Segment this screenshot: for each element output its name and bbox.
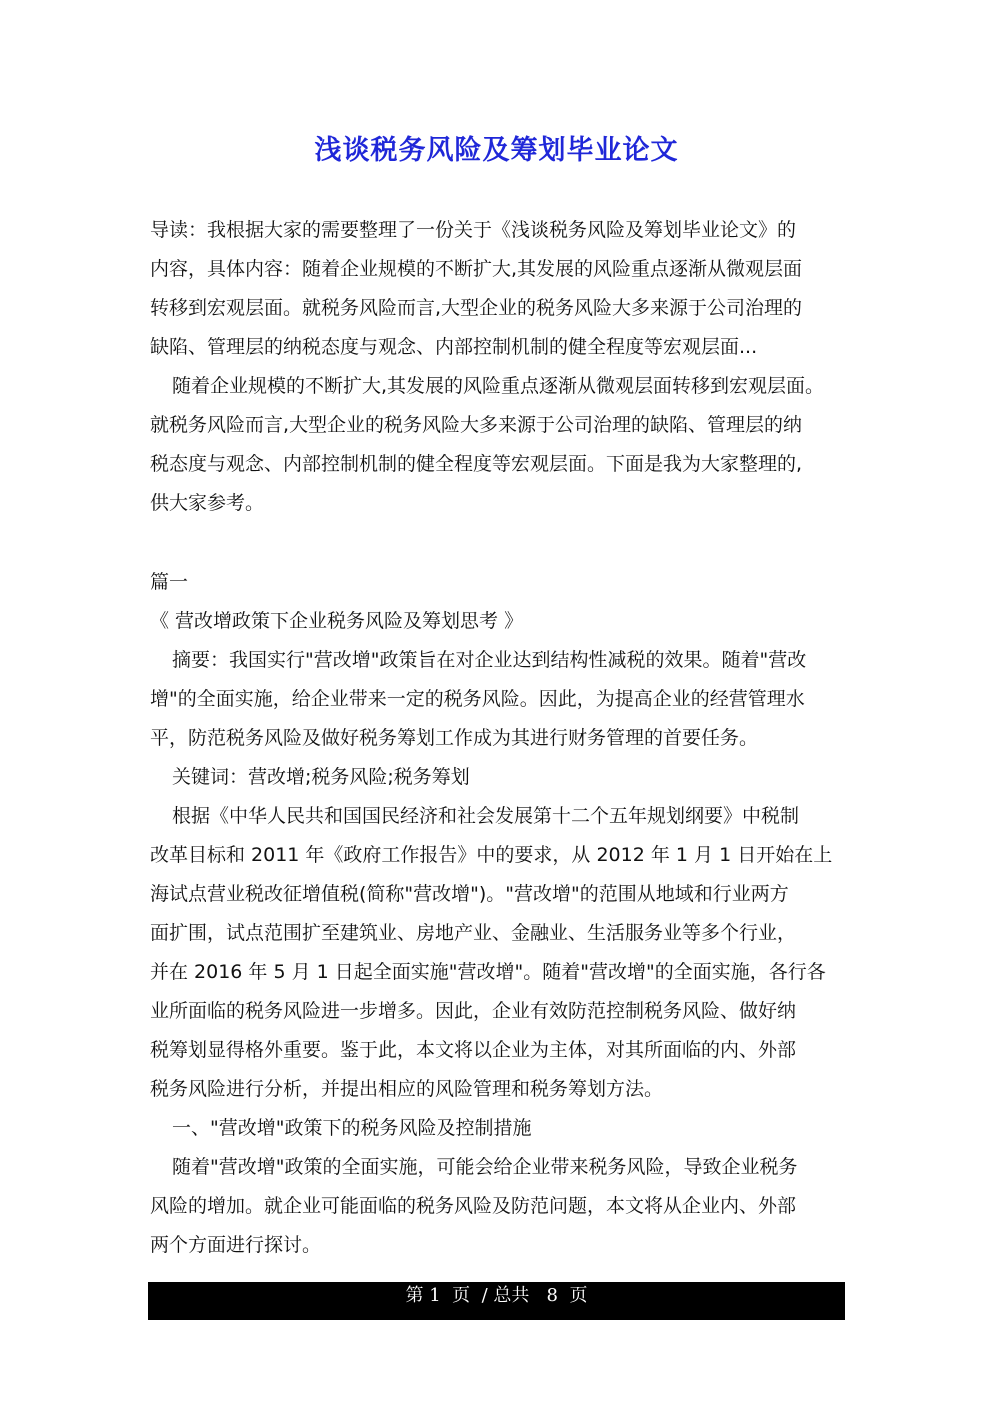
body-line: 并在 2016 年 5 月 1 日起全面实施"营改增"。随着"营改增"的全面实施，各行各: [150, 961, 826, 983]
keywords-line: 关键词：营改增;税务风险;税务筹划: [172, 766, 470, 788]
body-line: 根据《中华人民共和国国民经济和社会发展第十二个五年规划纲要》中税制: [172, 805, 800, 827]
paragraph-spacer: [150, 523, 850, 563]
abstract-line: 增"的全面实施，给企业带来一定的税务风险。因此，为提高企业的经营管理水: [150, 688, 805, 710]
section-line: 随着"营改增"政策的全面实施，可能会给企业带来税务风险，导致企业税务: [172, 1156, 798, 1178]
section-heading: 一、"营改增"政策下的税务风险及控制措施: [172, 1117, 532, 1139]
preface-line: 税态度与观念、内部控制机制的健全程度等宏观层面。下面是我为大家整理的,: [150, 453, 803, 475]
intro-line: 转移到宏观层面。就税务风险而言,大型企业的税务风险大多来源于公司治理的: [150, 297, 803, 319]
preface-line: 随着企业规模的不断扩大,其发展的风险重点逐渐从微观层面转移到宏观层面。: [172, 375, 825, 397]
body-line: 改革目标和 2011 年《政府工作报告》中的要求，从 2012 年 1 月 1 日开始在上: [150, 844, 833, 866]
page-footer: 第 1 页 / 总共 8 页: [148, 1282, 845, 1320]
document-body: [150, 211, 850, 1265]
intro-line: 内容，具体内容：随着企业规模的不断扩大,其发展的风险重点逐渐从微观层面: [150, 258, 803, 280]
article-title: 《 营改增政策下企业税务风险及筹划思考 》: [150, 610, 524, 632]
body-line: 税筹划显得格外重要。鉴于此，本文将以企业为主体，对其所面临的内、外部: [150, 1039, 797, 1061]
preface-line: 供大家参考。: [150, 492, 265, 514]
body-line: 面扩围，试点范围扩至建筑业、房地产业、金融业、生活服务业等多个行业，: [150, 922, 797, 944]
intro-line: 缺陷、管理层的纳税态度与观念、内部控制机制的健全程度等宏观层面...: [150, 336, 758, 358]
body-line: 业所面临的税务风险进一步增多。因此，企业有效防范控制税务风险、做好纳: [150, 1000, 797, 1022]
preface-line: 就税务风险而言,大型企业的税务风险大多来源于公司治理的缺陷、管理层的纳: [150, 414, 803, 436]
section-line: 风险的增加。就企业可能面临的税务风险及防范问题，本文将从企业内、外部: [150, 1195, 797, 1217]
intro-line: 导读：我根据大家的需要整理了一份关于《浅谈税务风险及筹划毕业论文》的: [150, 219, 797, 241]
section-line: 两个方面进行探讨。: [150, 1234, 322, 1256]
document-title: 浅谈税务风险及筹划毕业论文: [314, 135, 679, 166]
abstract-line: 摘要：我国实行"营改增"政策旨在对企业达到结构性减税的效果。随着"营改: [172, 649, 807, 671]
abstract-line: 平，防范税务风险及做好税务筹划工作成为其进行财务管理的首要任务。: [150, 727, 759, 749]
body-line: 税务风险进行分析，并提出相应的风险管理和税务筹划方法。: [150, 1078, 664, 1100]
section-label: 篇一: [150, 571, 189, 593]
body-line: 海试点营业税改征增值税(简称"营改增")。"营改增"的范围从地域和行业两方: [150, 883, 789, 905]
